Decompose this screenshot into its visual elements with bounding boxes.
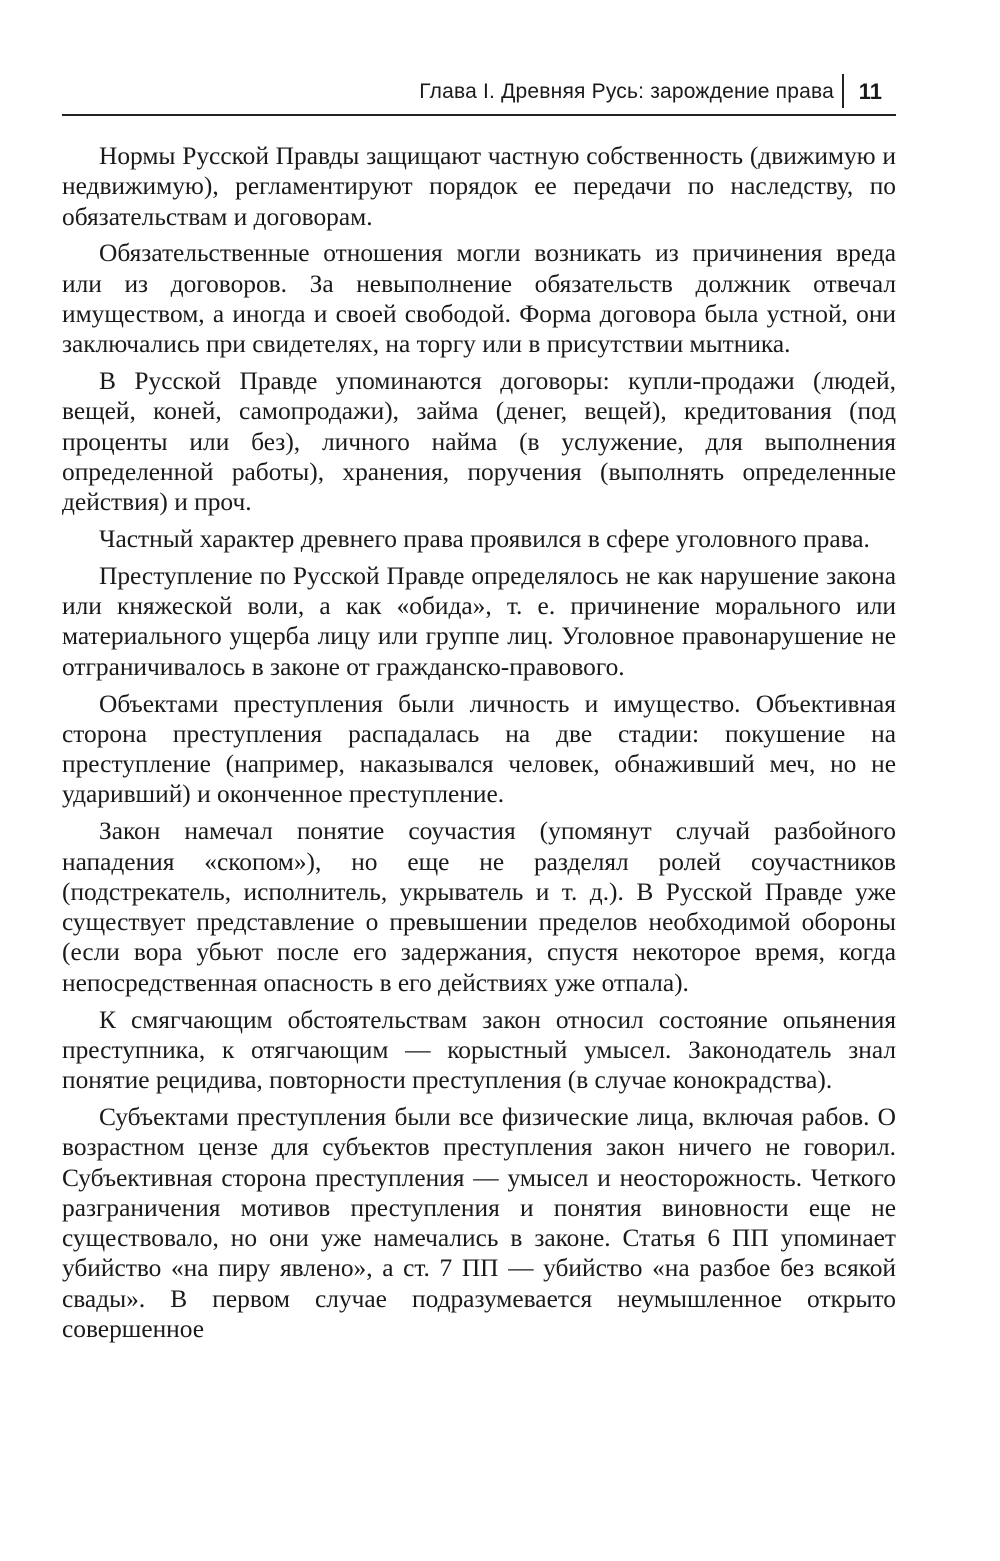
running-header [62, 70, 896, 116]
paragraph: Нормы Русской Правды защищают частную собственность (движимую и недвижимую), регламентируют порядок ее передачи по наследству, по обязательствам и договорам. [62, 142, 896, 231]
paragraph: Обязательственные отношения могли возникать из причинения вреда или из договоров. За невыполнение обязательств должник отвечал имуществом, а иногда и своей свободой. Форма договора была устной, они заключались при свидетелях, на торгу или в присутствии мытника. [62, 239, 896, 359]
paragraph: Объектами преступления были личность и имущество. Объективная сторона преступления распадалась на две стадии: покушение на преступление (например, наказывался человек, обнаживший меч, но не ударивший) и оконченное преступление. [62, 689, 896, 809]
paragraph: В Русской Правде упоминаются договоры: купли-продажи (людей, вещей, коней, самопродажи), займа (денег, вещей), кредитования (под проценты или без), личного найма (в услужение, для выполнения определенной работы), хранения, поручения (выполнять определенные действия) и проч. [62, 367, 896, 517]
paragraph: К смягчающим обстоятельствам закон относил состояние опьянения преступника, к отягчающим — корыстный умысел. Законодатель знал понятие рецидива, повторности преступления (в случае конокрадства). [62, 1005, 896, 1095]
paragraph: Субъектами преступления были все физические лица, включая рабов. О возрастном цензе для субъектов преступления закон ничего не говорил. Субъективная сторона преступления — умысел и неосторожность. Четкого разграничения мотивов преступления и понятия виновности еще не существовало, но они уже намечались в законе. Статья 6 ПП упоминает убийство «на пиру явлено», а ст. 7 ПП — убийство «на разбое без всякой свады». В первом случае подразумевается неумышленное открыто совершенное [62, 1102, 896, 1343]
paragraph: Частный характер древнего права проявился в сфере уголовного права. [99, 525, 870, 554]
main-text [62, 141, 896, 1351]
page-number: 11 [858, 79, 882, 104]
header-separator [842, 74, 844, 108]
paragraph: Закон намечал понятие соучастия (упомянут случай разбойного нападения «скопом»), но еще не разделял ролей соучастников (подстрекатель, исполнитель, укрыватель и т. д.). В Русской Правде уже существует представление о превышении пределов необходимой обороны (если вора убьют после его задержания, спустя некоторое время, когда непосредственная опасность в его действиях уже отпала). [62, 817, 896, 997]
chapter-title: Глава I. Древняя Русь: зарождение права [419, 80, 834, 103]
paragraph: Преступление по Русской Правде определялось не как нарушение закона или княжеской воли, а как «обида», т. е. причинение морального или материального ущерба лицу или группе лиц. Уголовное правонарушение не отграничивалось в законе от гражданско-правового. [62, 561, 896, 681]
